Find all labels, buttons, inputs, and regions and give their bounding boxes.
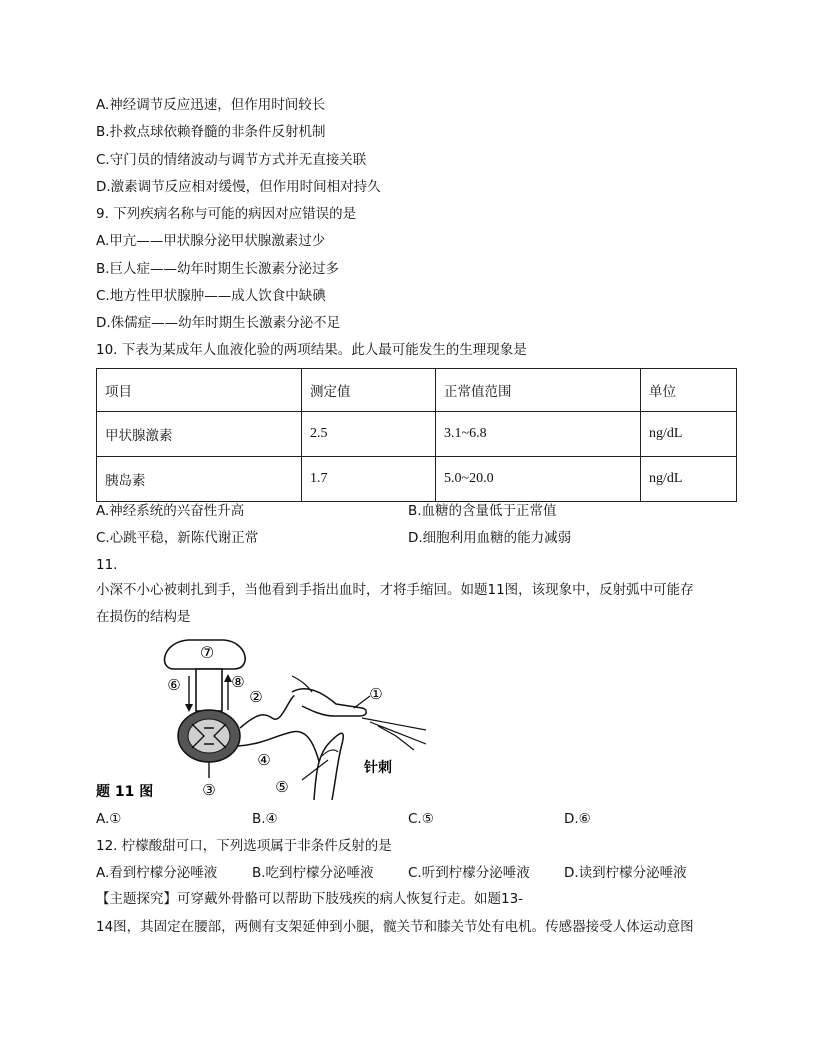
marker-5: ⑤ xyxy=(275,778,289,796)
q9-option-c: C.地方性甲状腺肿——成人饮食中缺碘 xyxy=(96,288,326,304)
q10-option-a: A.神经系统的兴奋性升高 xyxy=(96,503,245,519)
marker-1: ① xyxy=(369,685,383,703)
efferent-nerve xyxy=(238,732,322,772)
q11-stem-line2: 在损伤的结构是 xyxy=(96,609,191,625)
marker-4: ④ xyxy=(257,751,271,769)
theme-line1: 【主题探究】可穿戴外骨骼可以帮助下肢残疾的病人恢复行走。如题13- xyxy=(96,891,524,907)
marker-7: ⑦ xyxy=(199,643,215,662)
q12-option-a: A.看到柠檬分泌唾液 xyxy=(96,865,218,881)
q11-option-a: A.① xyxy=(96,811,122,827)
marker-6: ⑥ xyxy=(167,676,181,694)
table-cell: 3.1~6.8 xyxy=(436,412,641,457)
q11-option-b: B.④ xyxy=(252,811,278,827)
q8-option-b: B.扑救点球依赖脊髓的非条件反射机制 xyxy=(96,124,326,140)
q9-stem: 9. 下列疾病名称与可能的病因对应错误的是 xyxy=(96,206,357,222)
q9-option-d: D.侏儒症——幼年时期生长激素分泌不足 xyxy=(96,315,341,331)
figure-caption: 题 11 图 xyxy=(96,784,154,800)
table-header-cell: 正常值范围 xyxy=(436,369,641,412)
table-cell: 胰岛素 xyxy=(97,457,302,502)
theme-line2: 14图，其固定在腰部，两侧有支架延伸到小腿，髋关节和膝关节处有电机。传感器接受人体运动意图 xyxy=(96,919,694,935)
q8-option-c: C.守门员的情绪波动与调节方式并无直接关联 xyxy=(96,152,367,168)
table-cell: 2.5 xyxy=(302,412,436,457)
needle-label: 针刺 xyxy=(364,760,392,776)
grey-matter xyxy=(188,719,230,753)
marker-8: ⑧ xyxy=(231,673,245,691)
table-row xyxy=(97,412,737,457)
needle-icon xyxy=(362,718,426,750)
blood-test-table xyxy=(96,368,737,502)
table-row xyxy=(97,457,737,502)
q9-option-b: B.巨人症——幼年时期生长激素分泌过多 xyxy=(96,261,340,277)
arrow-head xyxy=(185,704,193,712)
q11-stem-line1: 小深不小心被刺扎到手，当他看到手指出血时，才将手缩回。如题11图，该现象中，反射弧中可能存 xyxy=(96,582,694,598)
q12-option-c: C.听到柠檬分泌唾液 xyxy=(408,865,530,881)
q10-option-c: C.心跳平稳，新陈代谢正常 xyxy=(96,530,259,546)
table-header-row xyxy=(97,369,737,412)
marker-2: ② xyxy=(249,688,263,706)
reflex-arc-figure xyxy=(96,632,426,804)
lower-hand-shape xyxy=(314,733,343,800)
table-cell: 5.0~20.0 xyxy=(436,457,641,502)
table-header-cell: 单位 xyxy=(641,369,737,412)
spinal-tube xyxy=(196,669,222,711)
table-cell: ng/dL xyxy=(641,412,737,457)
q8-option-d: D.激素调节反应相对缓慢，但作用时间相对持久 xyxy=(96,179,381,195)
table-header-cell: 测定值 xyxy=(302,369,436,412)
table-cell: ng/dL xyxy=(641,457,737,502)
q11-option-d: D.⑥ xyxy=(564,811,591,827)
q10-option-d: D.细胞利用血糖的能力减弱 xyxy=(408,530,572,546)
q12-option-b: B.吃到柠檬分泌唾液 xyxy=(252,865,374,881)
q10-option-b: B.血糖的含量低于正常值 xyxy=(408,503,557,519)
q8-option-a: A.神经调节反应迅速，但作用时间较长 xyxy=(96,97,326,113)
finger-shape xyxy=(292,689,366,716)
q11-number: 11. xyxy=(96,557,118,573)
pointer-line xyxy=(354,696,370,708)
q12-stem: 12. 柠檬酸甜可口，下列选项属于非条件反射的是 xyxy=(96,838,392,854)
q12-option-d: D.读到柠檬分泌唾液 xyxy=(564,865,687,881)
q11-option-c: C.⑤ xyxy=(408,811,434,827)
q10-stem: 10. 下表为某成年人血液化验的两项结果。此人最可能发生的生理现象是 xyxy=(96,342,527,358)
table-cell: 甲状腺激素 xyxy=(97,412,302,457)
q9-option-a: A.甲亢——甲状腺分泌甲状腺激素过少 xyxy=(96,233,326,249)
marker-3: ③ xyxy=(202,781,216,799)
table-cell: 1.7 xyxy=(302,457,436,502)
table-header-cell: 项目 xyxy=(97,369,302,412)
